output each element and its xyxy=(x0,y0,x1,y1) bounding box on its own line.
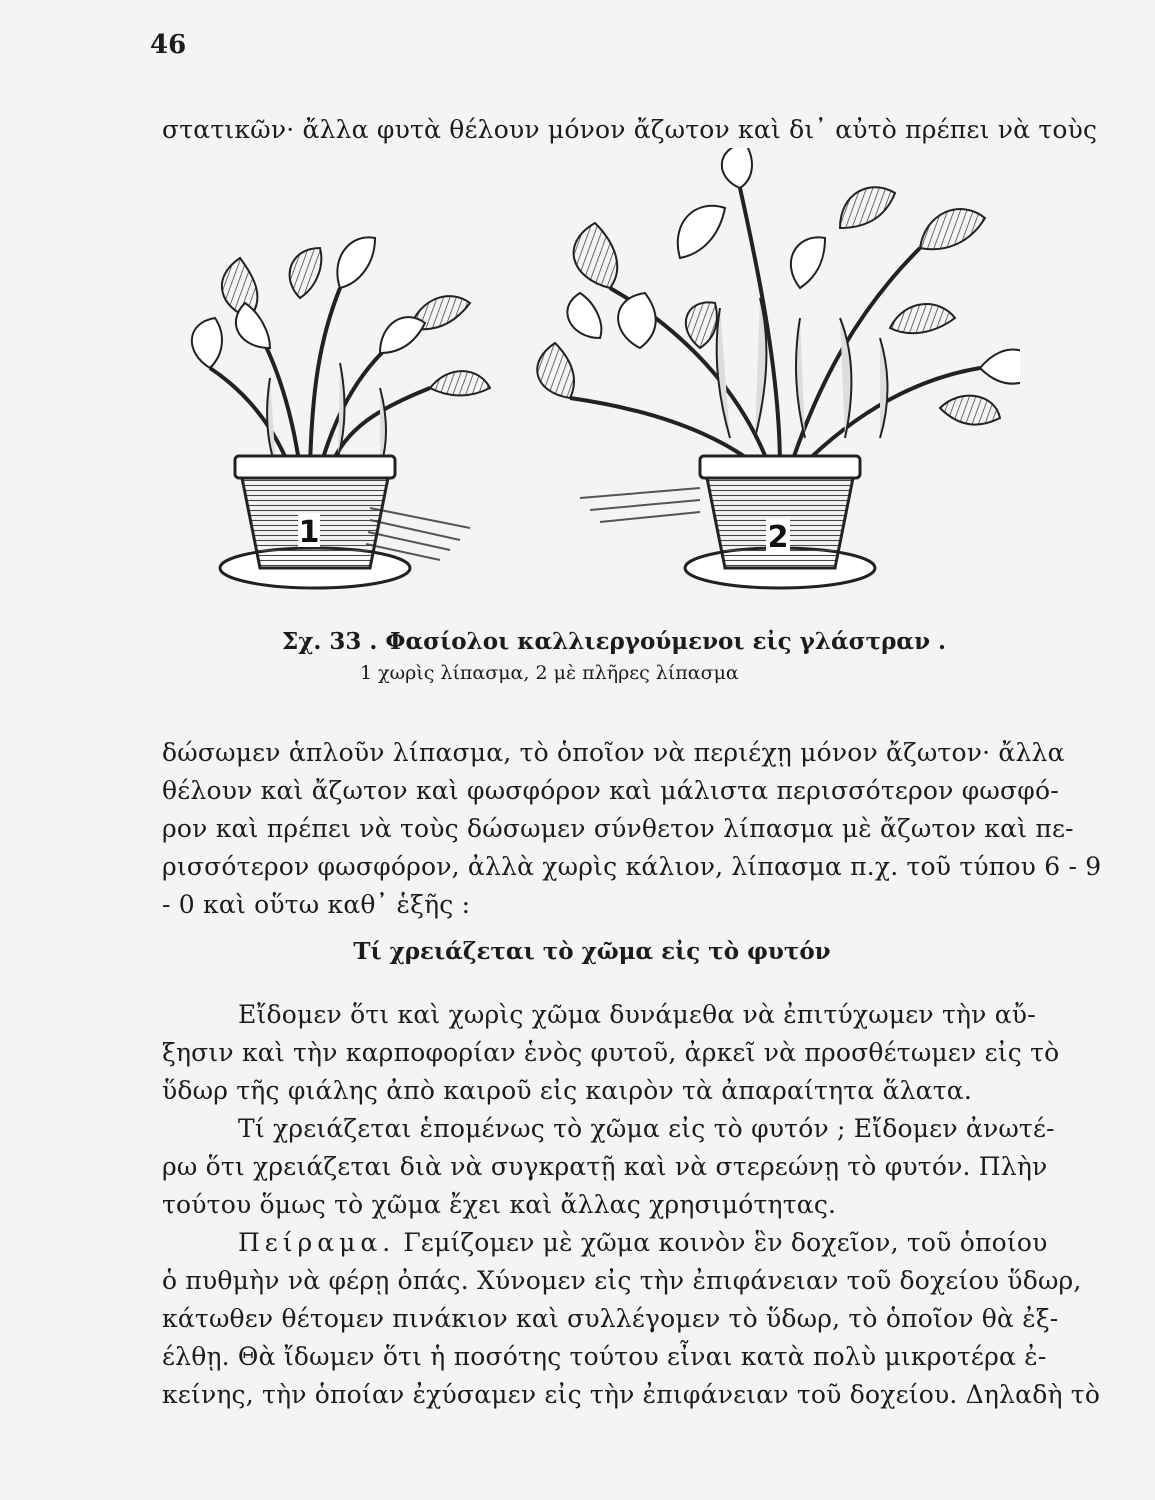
text-line: τούτου ὅμως τὸ χῶμα ἔχει καὶ ἄλλας χρησιμότητας. xyxy=(162,1190,837,1219)
text-line: ρον καὶ πρέπει νὰ τοὺς δώσωμεν σύνθετον λίπασμα μὲ ἄζωτον καὶ πε- xyxy=(162,814,1074,843)
pot-label-2: 2 xyxy=(767,520,789,555)
text-line: στατικῶν· ἄλλα φυτὰ θέλουν μόνον ἄζωτον καὶ δι᾽ αὐτὸ πρέπει νὰ τοὺς xyxy=(162,115,1098,144)
plant-2 xyxy=(537,148,1020,588)
experiment-text: Γεμίζομεν μὲ χῶμα κοινὸν ἓν δοχεῖον, τοῦ ὁποίου xyxy=(403,1228,1048,1257)
text-line: ρισσότερον φωσφόρον, ἀλλὰ χωρὶς κάλιον, λίπασμα π.χ. τοῦ τύπου 6 - 9 xyxy=(162,852,1102,881)
text-line: ὁ πυθμὴν νὰ φέρῃ ὀπάς. Χύνομεν εἰς τὴν ἐπιφάνειαν τοῦ δοχείου ὕδωρ, xyxy=(162,1266,1082,1295)
bean-plants-illustration xyxy=(140,148,1020,618)
text-line: δώσωμεν ἁπλοῦν λίπασμα, τὸ ὁποῖον νὰ περιέχῃ μόνον ἄζωτον· ἄλλα xyxy=(162,738,1065,767)
text-line: Τί χρειάζεται ἑπομένως τὸ χῶμα εἰς τὸ φυτόν ; Εἴδομεν ἀνωτέ- xyxy=(238,1114,1055,1143)
text-line: κάτωθεν θέτομεν πινάκιον καὶ συλλέγομεν τὸ ὕδωρ, τὸ ὁποῖον θὰ ἐξ- xyxy=(162,1304,1059,1333)
figure-caption: Σχ. 33 . Φασίολοι καλλιεργούμενοι εἰς γλάστραν . xyxy=(282,628,947,655)
page-number: 46 xyxy=(150,30,187,60)
figure-caption-sub: 1 χωρὶς λίπασμα, 2 μὲ πλῆρες λίπασμα xyxy=(360,662,739,684)
text-line: θέλουν καὶ ἄζωτον καὶ φωσφόρον καὶ μάλιστα περισσότερον φωσφό- xyxy=(162,776,1059,805)
text-line: ὕδωρ τῆς φιάλης ἀπὸ καιροῦ εἰς καιρὸν τὰ ἀπαραίτητα ἅλατα. xyxy=(162,1076,972,1105)
text-line: έλθῃ. Θὰ ἴδωμεν ὅτι ἡ ποσότης τούτου εἶναι κατὰ πολὺ μικροτέρα ἐ- xyxy=(162,1342,1047,1371)
text-line: κείνης, τὴν ὁποίαν ἐχύσαμεν εἰς τὴν ἐπιφάνειαν τοῦ δοχείου. Δηλαδὴ τὸ xyxy=(162,1380,1101,1409)
section-heading: Τί χρειάζεται τὸ χῶμα εἰς τὸ φυτόν xyxy=(353,938,831,965)
text-line: - 0 καὶ οὕτω καθ᾽ ἑξῆς : xyxy=(162,890,471,919)
pot-label-1: 1 xyxy=(298,515,320,550)
text-line: ρω ὅτι χρειάζεται διὰ νὰ συγκρατῇ καὶ νὰ στερεώνῃ τὸ φυτόν. Πλὴν xyxy=(162,1152,1048,1181)
plant-1 xyxy=(192,237,490,588)
experiment-first-line xyxy=(162,1228,1048,1257)
experiment-label: Πείραμα. xyxy=(238,1228,396,1257)
text-line: Εἴδομεν ὅτι καὶ χωρὶς χῶμα δυνάμεθα νὰ ἐπιτύχωμεν τὴν αὔ- xyxy=(238,1000,1036,1029)
text-line: ξησιν καὶ τὴν καρποφορίαν ἑνὸς φυτοῦ, ἀρκεῖ νὰ προσθέτωμεν εἰς τὸ xyxy=(162,1038,1060,1067)
